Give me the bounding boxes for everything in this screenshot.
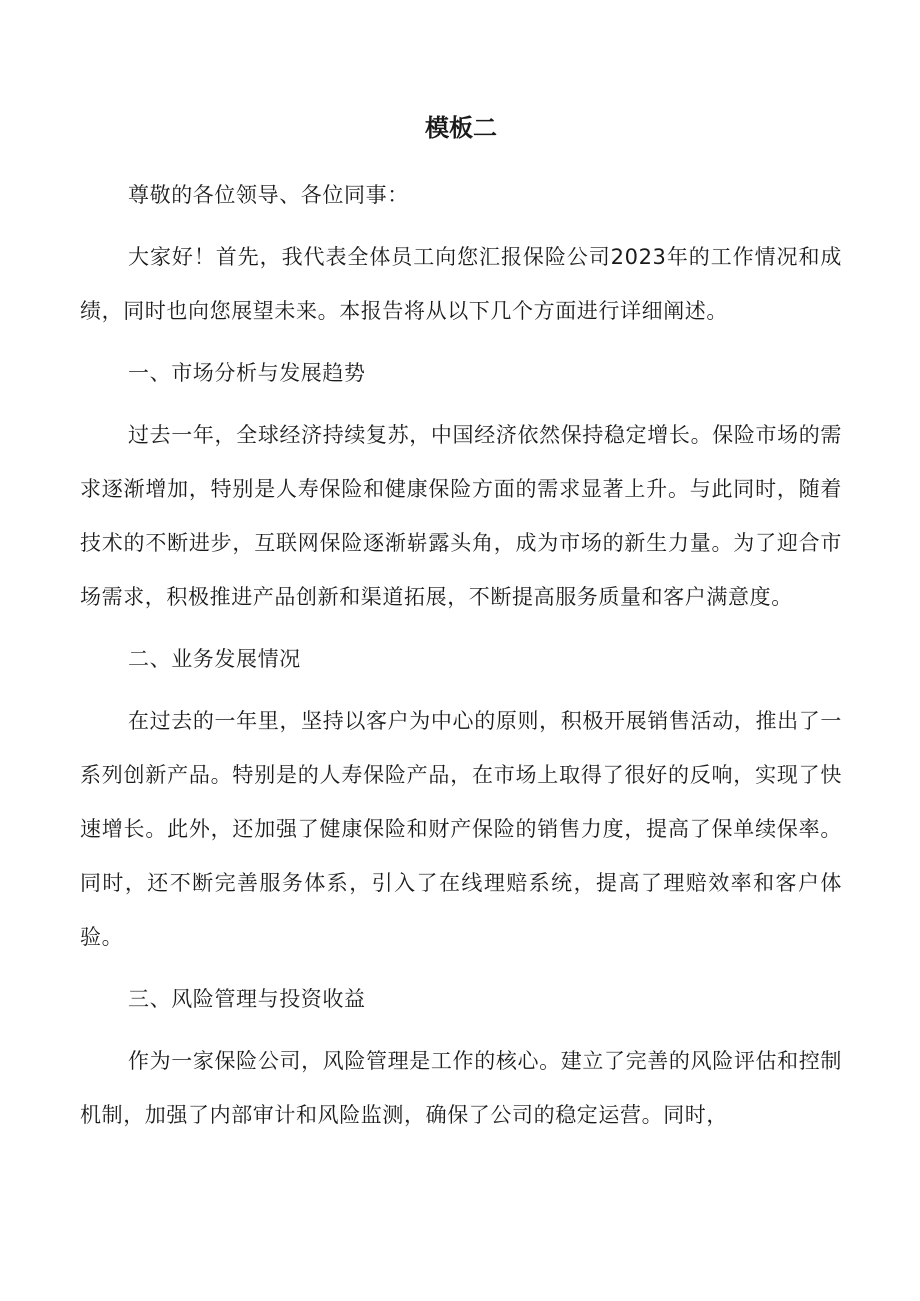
section-heading-business: 二、业务发展情况 — [128, 647, 301, 671]
section-body-market: 过去一年，全球经济持续复苏，中国经济依然保持稳定增长。保险市场的需求逐渐增加，特别是人寿保险和健康保险方面的需求显著上升。与此同时，随着技术的不断进步，互联网保险逐渐崭露头角，成为市场的新生力量。为了迎合市场需求，积极推进产品创新和渠道拓展，不断提高服务质量和客户满意度。 — [80, 423, 842, 609]
section-body-risk: 作为一家保险公司，风险管理是工作的核心。建立了完善的风险评估和控制机制，加强了内部审计和风险监测，确保了公司的稳定运营。同时， — [80, 1049, 842, 1127]
document-title: 模板二 — [425, 114, 497, 142]
section-heading-risk: 三、风险管理与投资收益 — [128, 987, 366, 1011]
section-heading-market: 一、市场分析与发展趋势 — [128, 361, 366, 385]
intro-paragraph: 大家好！首先，我代表全体员工向您汇报保险公司2023年的工作情况和成绩，同时也向您展望未来。本报告将从以下几个方面进行详细阐述。 — [80, 245, 842, 323]
greeting-paragraph: 尊敬的各位领导、各位同事： — [128, 183, 409, 207]
section-body-business: 在过去的一年里，坚持以客户为中心的原则，积极开展销售活动，推出了一系列创新产品。特别是的人寿保险产品，在市场上取得了很好的反响，实现了快速增长。此外，还加强了健康保险和财产保险的销售力度，提高了保单续保率。同时，还不断完善服务体系，引入了在线理赔系统，提高了理赔效率和客户体验。 — [80, 709, 842, 949]
